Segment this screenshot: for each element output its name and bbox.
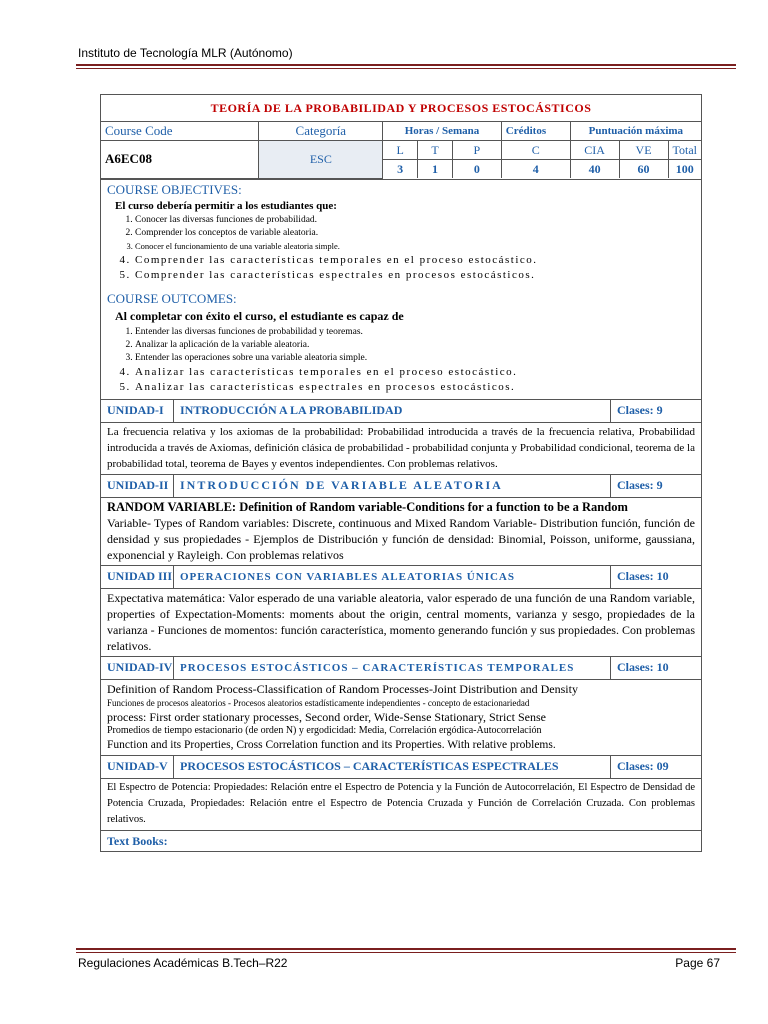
course-info <box>101 122 701 180</box>
max-score-header: Puntuación máxima <box>570 122 701 141</box>
outcomes-intro: Al completar con éxito el curso, el estudiante es capaz de <box>115 308 404 323</box>
objectives-heading: COURSE OBJECTIVES: <box>107 181 242 197</box>
unit-4-body <box>101 680 701 756</box>
outcomes-heading: COURSE OUTCOMES: <box>107 290 237 306</box>
sub-header-c: C <box>501 141 570 160</box>
unit-3-header <box>101 566 701 589</box>
course-code: A6EC08 <box>101 141 259 179</box>
textbooks-heading: Text Books: <box>107 833 168 848</box>
unit-2-header <box>101 475 701 498</box>
list-item: 1. Conocer las diversas funciones de probabilidad. <box>135 214 695 227</box>
unit-4-line: Promedios de tiempo estacionario (de orden N) y ergodicidad: Media, Correlación ergódica-Autocorrelación <box>107 724 542 736</box>
unit-1-header <box>101 400 701 423</box>
header-rule-thin <box>76 68 736 69</box>
unit-5-body: El Espectro de Potencia: Propiedades: Relación entre el Espectro de Potencia y la Función de Autocorrelación, El Espectro de Densidad de Potencia Cruzada, Propiedades: Relación entre el Espectro de Potencia Cruzada y Función de Correlación Cruzada. Con problemas relativos. <box>101 779 701 831</box>
institute-header: Instituto de Tecnología MLR (Autónomo) <box>78 46 293 60</box>
objectives-list <box>107 214 695 283</box>
unit-2-title: INTRODUCCIÓN DE VARIABLE ALEATORIA <box>180 478 503 492</box>
unit-3-title: OPERACIONES CON VARIABLES ALEATORIAS ÚNICAS <box>180 570 515 583</box>
unit-4-line: Function and its Properties, Cross Correlation function and its Properties. With relative problems. <box>107 738 556 751</box>
list-item: 4. Analizar las características temporales en el proceso estocástico. <box>135 365 695 380</box>
value-total: 100 <box>668 160 701 179</box>
unit-4-title: PROCESOS ESTOCÁSTICOS – CARACTERÍSTICAS TEMPORALES <box>180 661 575 674</box>
list-item: 5. Analizar las características espectrales en procesos estocásticos. <box>135 380 695 395</box>
course-title: TEORÍA DE LA PROBABILIDAD Y PROCESOS ESTOCÁSTICOS <box>101 95 701 122</box>
unit-2-body-lead: RANDOM VARIABLE: Definition of Random variable-Conditions for a function to be a Random <box>107 499 628 514</box>
unit-2-classes: Clases: 9 <box>610 475 701 497</box>
unit-3-body: Expectativa matemática: Valor esperado de una variable aleatoria, valor esperado de una función de una Random variable, properties of Expectation-Moments: moments about the origin, central moments, varianza y sesgo, propiedades de la varianza - Funciones de momentos: función característica, momento generando función y sus propiedades. Con problemas relativos. <box>101 589 701 657</box>
sub-header-p: P <box>452 141 501 160</box>
list-item: 2. Comprender los conceptos de variable aleatoria. <box>135 227 695 240</box>
value-cia: 40 <box>570 160 619 179</box>
page-number: Page 67 <box>675 956 720 970</box>
syllabus-table <box>100 94 702 852</box>
objectives-section <box>101 180 701 400</box>
list-item: 5. Comprender las características espectrales en procesos estocásticos. <box>135 268 695 283</box>
sub-header-ve: VE <box>619 141 668 160</box>
unit-2-label: UNIDAD-II <box>101 475 174 497</box>
unit-3-classes: Clases: 10 <box>610 566 701 588</box>
unit-1-title: INTRODUCCIÓN A LA PROBABILIDAD <box>180 403 403 417</box>
sub-header-total: Total <box>668 141 701 160</box>
sub-header-cia: CIA <box>570 141 619 160</box>
outcomes-list <box>107 326 695 395</box>
unit-3-label: UNIDAD III <box>101 566 174 588</box>
unit-4-line: Funciones de procesos aleatorios - Procesos aleatorios estadísticamente independientes - concepto de estacionariedad <box>107 697 530 708</box>
unit-4-label: UNIDAD-IV <box>101 657 174 679</box>
header-rule <box>76 64 736 66</box>
unit-2-body-text: Variable- Types of Random variables: Discrete, continuous and Mixed Random Variable- Distribution función, función de densidad y sus propiedades - Ejemplos de Distribución y función de densidad: Binomial, Poisson, uniforme, gaussiana, exponencial y Rayleigh. Con problemas relativos <box>107 515 695 562</box>
unit-4-line: Definition of Random Process-Classification of Random Processes-Joint Distribution and Density <box>107 681 578 696</box>
footer-regulations: Regulaciones Académicas B.Tech–R22 <box>78 956 288 970</box>
objectives-intro: El curso debería permitir a los estudiantes que: <box>115 199 337 212</box>
value-c: 4 <box>501 160 570 179</box>
unit-5-header <box>101 756 701 779</box>
category-value: ESC <box>259 141 383 179</box>
unit-2-body <box>101 498 701 566</box>
unit-5-title: PROCESOS ESTOCÁSTICOS – CARACTERÍSTICAS ESPECTRALES <box>180 759 559 773</box>
unit-5-classes: Clases: 09 <box>610 756 701 778</box>
footer-rule <box>76 948 736 950</box>
sub-header-l: L <box>383 141 418 160</box>
list-item: 1. Entender las diversas funciones de probabilidad y teoremas. <box>135 326 695 339</box>
value-l: 3 <box>383 160 418 179</box>
unit-1-classes: Clases: 9 <box>610 400 701 422</box>
unit-4-line: process: First order stationary processes, Second order, Wide-Sense Stationary, Strict Sense <box>107 709 546 724</box>
credits-header: Créditos <box>501 122 570 141</box>
list-item: 3. Conocer el funcionamiento de una variable aleatoria simple. <box>135 240 695 253</box>
footer-rule-thin <box>76 952 736 953</box>
unit-1-label: UNIDAD-I <box>101 400 174 422</box>
unit-1-body: La frecuencia relativa y los axiomas de la probabilidad: Probabilidad introducida a través de la frecuencia relativa, Probabilidad introducida a través de Axiomas, definición clásica de probabilidad - probabilidad conjunta y Probabilidad condicional, teorema de la probabilidad total, teorema de Bayes y eventos independientes. Con problemas relativos. <box>101 423 701 475</box>
category-header: Categoría <box>259 122 383 141</box>
unit-4-classes: Clases: 10 <box>610 657 701 679</box>
list-item: 4. Comprender las características temporales en el proceso estocástico. <box>135 253 695 268</box>
sub-header-t: T <box>418 141 453 160</box>
hours-header: Horas / Semana <box>383 122 502 141</box>
value-ve: 60 <box>619 160 668 179</box>
unit-5-label: UNIDAD-V <box>101 756 174 778</box>
value-t: 1 <box>418 160 453 179</box>
course-code-header: Course Code <box>101 122 259 141</box>
list-item: 3. Entender las operaciones sobre una variable aleatoria simple. <box>135 352 695 365</box>
unit-4-header <box>101 657 701 680</box>
list-item: 2. Analizar la aplicación de la variable aleatoria. <box>135 339 695 352</box>
value-p: 0 <box>452 160 501 179</box>
